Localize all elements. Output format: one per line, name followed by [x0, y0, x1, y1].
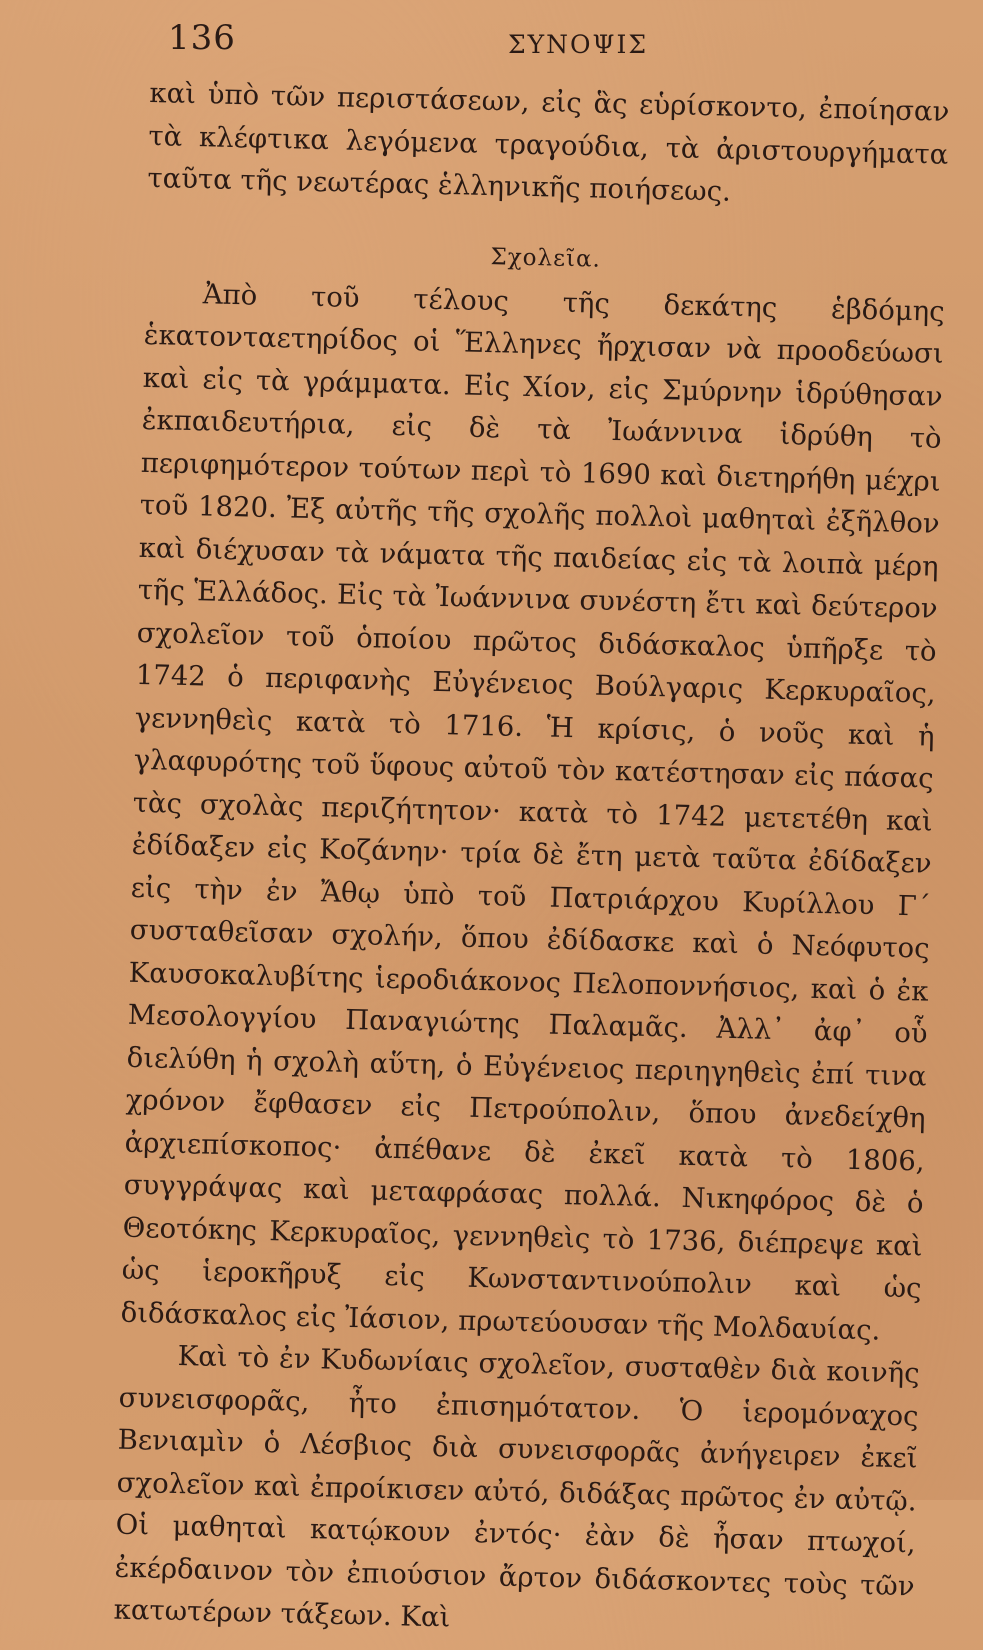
section-heading: Σχολεῖα.: [490, 243, 602, 273]
running-title: ΣΥΝΟΨΙΣ: [508, 30, 649, 59]
paragraph-continuation: καὶ ὑπὸ τῶν περιστάσεων, εἰς ἃς εὑρίσκοντο, ἐποίησαν τὰ κλέφτικα λεγόμενα τραγούδια, τὰ ἀριστουργήματα ταῦτα τῆς νεωτέρας ἑλληνικῆς ποιήσεως.: [147, 76, 950, 208]
paragraph-schools: Ἀπὸ τοῦ τέλους τῆς δεκάτης ἑβδόμης ἑκατονταετηρίδος οἱ Ἕλληνες ἤρχισαν νὰ προοδεύωσι καὶ εἰς τὰ γράμματα. Εἰς Χίον, εἰς Σμύρνην ἱδρύθησαν ἐκπαιδευτήρια, εἰς δὲ τὰ Ἰωάννινα ἱδρύθη τὸ περιφημότερον τούτων περὶ τὸ 1690 καὶ διετηρήθη μέχρι τοῦ 1820. Ἐξ αὐτῆς τῆς σχολῆς πολλοὶ μαθηταὶ ἐξῆλθον καὶ διέχυσαν τὰ νάματα τῆς παιδείας εἰς τὰ λοιπὰ μέρη τῆς Ἑλλάδος. Εἰς τὰ Ἰωάννινα συνέστη ἔτι καὶ δεύτερον σχολεῖον τοῦ ὁποίου πρῶτος διδάσκαλος ὑπῆρξε τὸ 1742 ὁ περιφανὴς Εὐγένειος Βούλγαρις Κερκυραῖος, γεννηθεὶς κατὰ τὸ 1716. Ἡ κρίσις, ὁ νοῦς καὶ ἡ γλαφυρότης τοῦ ὕφους αὐτοῦ τὸν κατέστησαν εἰς πάσας τὰς σχολὰς περιζήτητον· κατὰ τὸ 1742 μετετέθη καὶ ἐδίδαξεν εἰς Κοζάνην· τρία δὲ ἔτη μετὰ ταῦτα ἐδίδαξεν εἰς τὴν ἐν Ἄθῳ ὑπὸ τοῦ Πατριάρχου Κυρίλλου Γ΄ συσταθεῖσαν σχολήν, ὅπου ἐδίδασκε καὶ ὁ Νεόφυτος Καυσοκαλυβίτης ἱεροδιάκονος Πελοποννήσιος, καὶ ὁ ἐκ Μεσολογγίου Παναγιώτης Παλαμᾶς. Ἀλλ᾽ ἀφ᾽ οὗ διελύθη ἡ σχολὴ αὕτη, ὁ Εὐγένειος περιηγηθεὶς ἐπί τινα χρόνον ἔφθασεν εἰς Πετρούπολιν, ὅπου ἀνεδείχθη ἀρχιεπίσκοπος· ἀπέθανε δὲ ἐκεῖ κατὰ τὸ 1806, συγγράψας καὶ μεταφράσας πολλά. Νικηφόρος δὲ ὁ Θεοτόκης Κερκυραῖος, γεννηθεὶς τὸ 1736, διέπρεψε καὶ ὡς ἱεροκῆρυξ εἰς Κωνσταντινούπολιν καὶ ὡς διδάσκαλος εἰς Ἰάσιον, πρωτεύουσαν τῆς Μολδαυίας.: [120, 277, 945, 1347]
paragraph-kydonies: Καὶ τὸ ἐν Κυδωνίαις σχολεῖον, συσταθὲν διὰ κοινῆς συνεισφορᾶς, ἦτο ἐπισημότατον. Ὁ ἱερομόναχος Βενιαμὶν ὁ Λέσβιος διὰ συνεισφορᾶς ἀνήγειρεν ἐκεῖ σχολεῖον καὶ ἐπροίκισεν αὐτό, διδάξας πρῶτος ἐν αὐτῷ. Οἱ μαθηταὶ κατῴκουν ἐντός· ἐὰν δὲ ἦσαν πτωχοί, ἐκέρδαινον τὸν ἐπιούσιον ἄρτον διδάσκοντες τοὺς τῶν κατωτέρων τάξεων. Καὶ: [113, 1340, 920, 1634]
page-header: [168, 18, 948, 68]
page-number: 136: [168, 18, 236, 58]
page-body: [113, 72, 950, 1650]
